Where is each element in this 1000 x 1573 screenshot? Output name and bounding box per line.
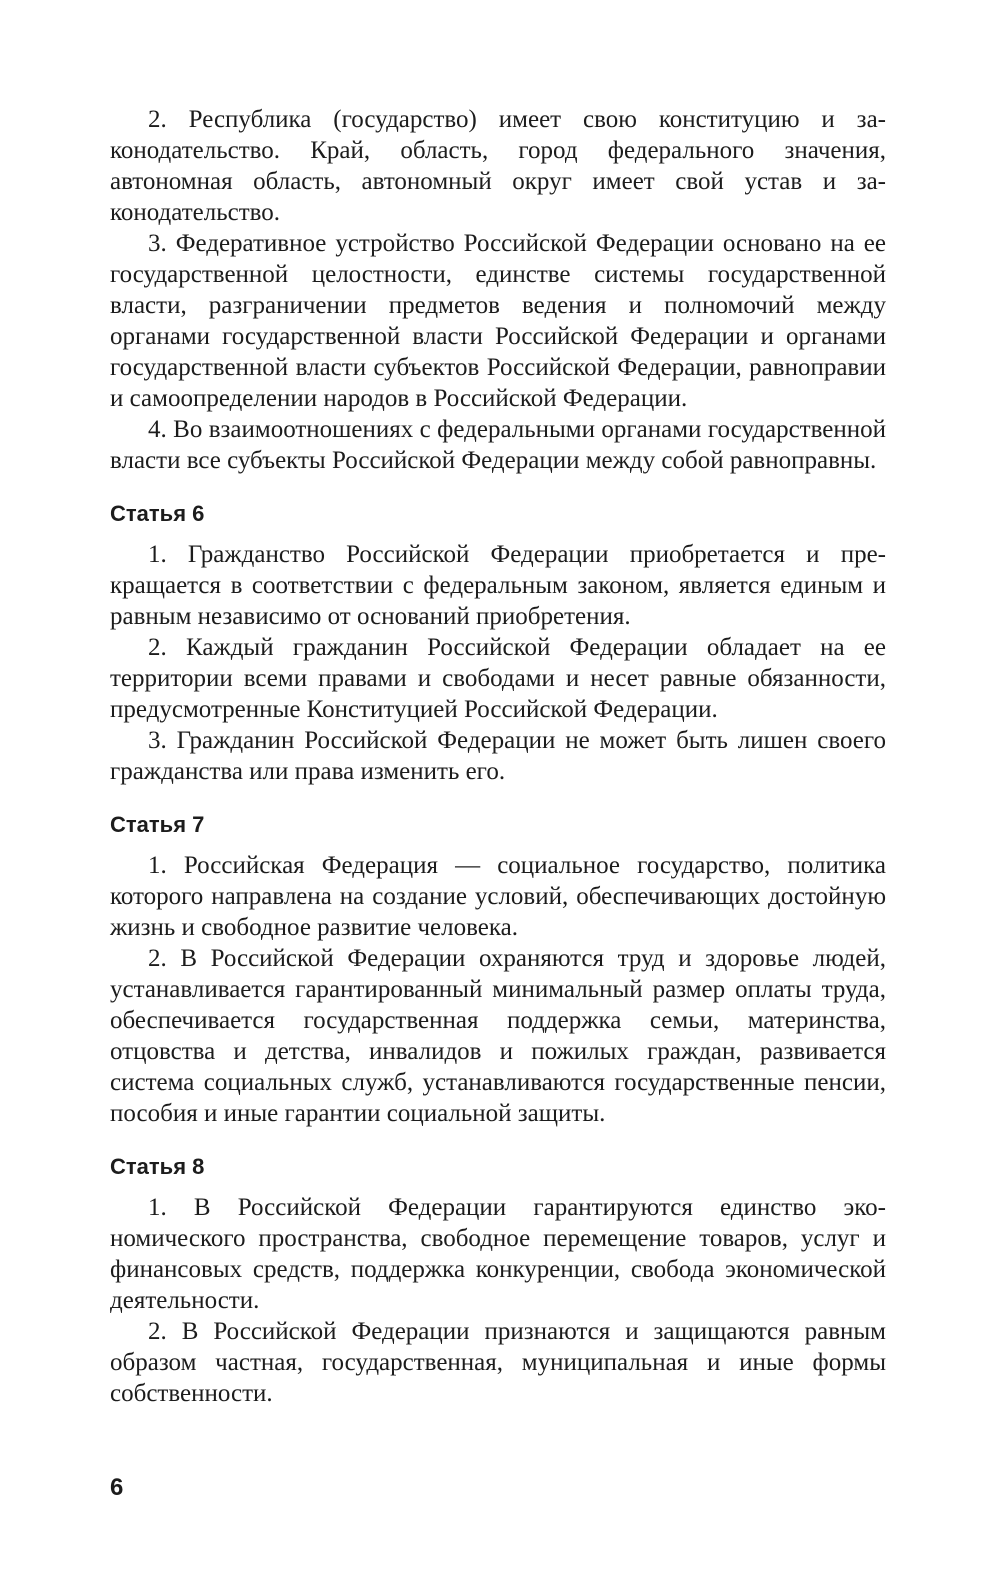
article-6-paragraph-1: 1. Гражданство Российской Федерации приобретается и прекращается в соответствии с федеральным законом, является единым и равным независимо от оснований приобретения. [110,541,886,630]
article-6-paragraph-2: 2. Каждый гражданин Российской Федерации обладает на ее территории всеми правами и свободами и несет равные обязанности, предусмотренные Конституцией Российской Федерации. [110,634,886,723]
article-6-heading: Статья 6 [110,501,205,526]
article-8-heading: Статья 8 [110,1154,205,1179]
article-7-paragraph-2: 2. В Российской Федерации охраняются труд и здоровье людей, устанавливается гарантированный минимальный размер оплаты труда, обеспечивается государственная поддержка семьи, материнства, отцовства и детства, инвалидов и пожилых граждан, развивается система социальных служб, устанавливаются государственные пенсии, пособия и иные гарантии социальной защиты. [110,945,886,1127]
article-7-paragraph-1: 1. Российская Федерация — социальное государство, политика которого направлена на создание условий, обеспечивающих достойную жизнь и свободное развитие человека. [110,852,886,941]
article-7-heading: Статья 7 [110,812,205,837]
intro-paragraph-3: 3. Федеративное устройство Российской Федерации основано на ее государственной целостности, единстве системы государственной власти, разграничении предметов ведения и полномочий между органами государственной власти Российской Федерации и органами государственной власти субъектов Российской Федерации, равноправии и самоопределении народов в Российской Федерации. [110,230,886,412]
article-8-paragraph-1: 1. В Российской Федерации гарантируются единство экономического пространства, свободное перемещение товаров, услуг и финансовых средств, поддержка конкуренции, свобода экономической деятельности. [110,1194,886,1314]
page-number: 6 [110,1474,124,1501]
article-6-paragraph-3: 3. Гражданин Российской Федерации не может быть лишен своего гражданства или права изменить его. [110,727,886,785]
intro-paragraph-2: 2. Республика (государство) имеет свою конституцию и законодательство. Край, область, город федерального значения, автономная область, автономный округ имеет свой устав и законодательство. [110,106,886,226]
intro-paragraph-4: 4. Во взаимоотношениях с федеральными органами государственной власти все субъекты Российской Федерации между собой равноправны. [110,416,886,474]
article-8-paragraph-2: 2. В Российской Федерации признаются и защищаются равным образом частная, государственная, муниципальная и иные формы собственности. [110,1318,886,1407]
page-body [110,104,886,1409]
